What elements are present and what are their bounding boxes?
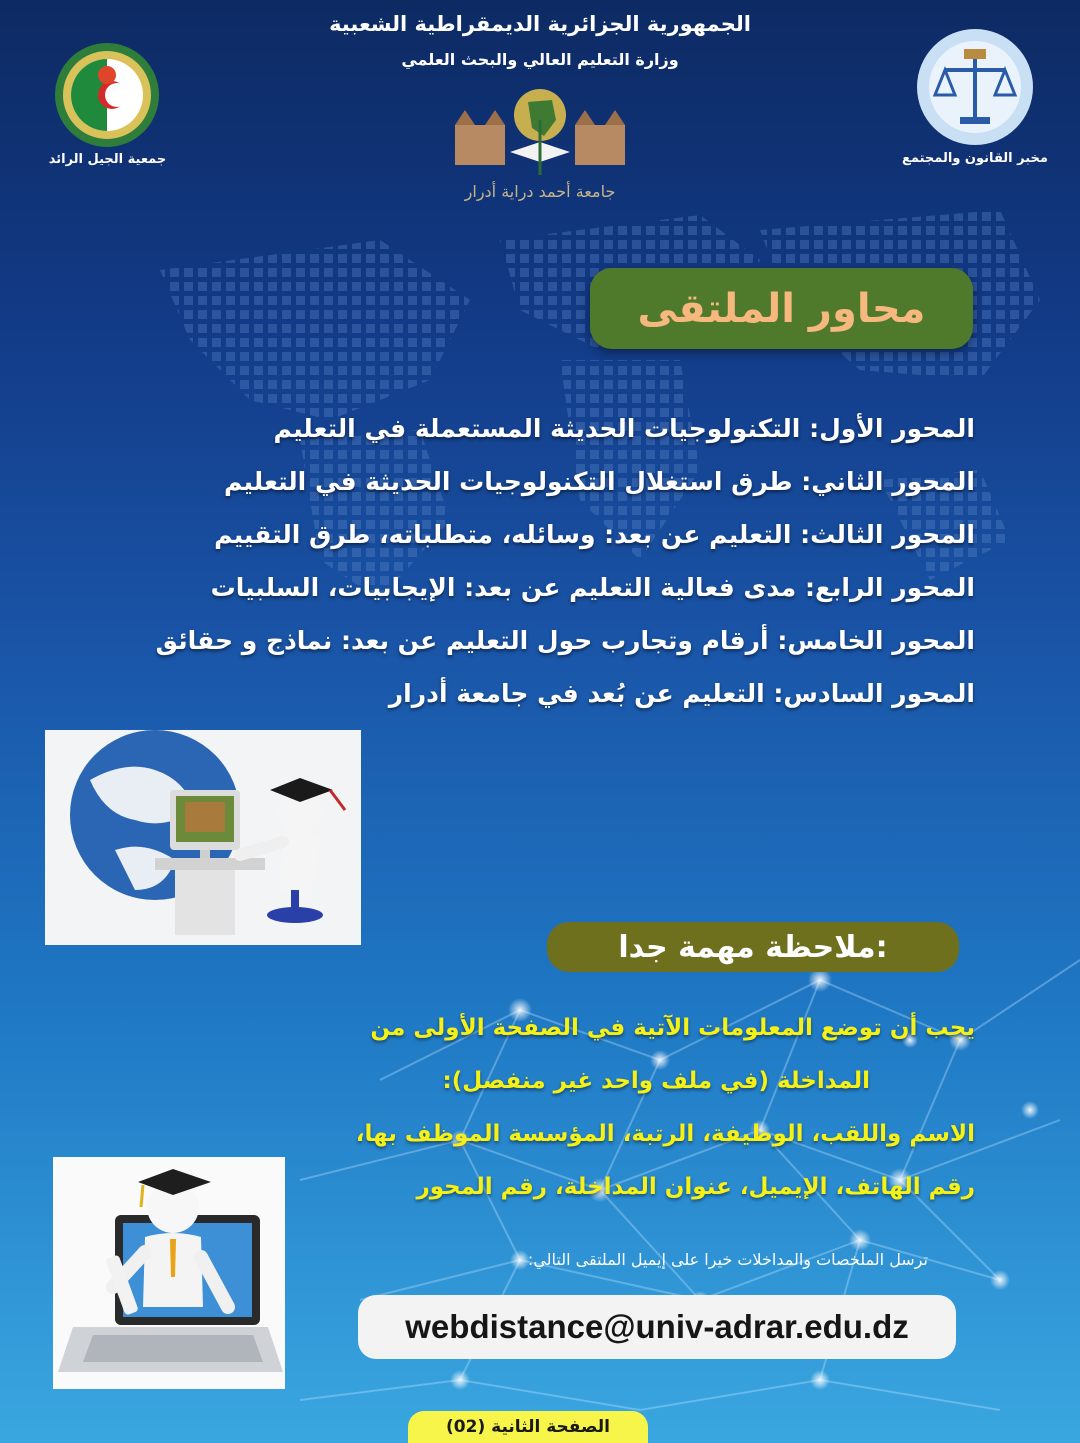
- note-line-2: المداخلة (في ملف واحد غير منفصل):: [442, 1068, 870, 1094]
- university-logo-label: جامعة أحمد دراية أدرار: [464, 182, 616, 201]
- association-logo: [40, 40, 175, 190]
- association-emblem-icon: [40, 40, 175, 150]
- note-line-3: الاسم واللقب، الوظيفة، الرتبة، المؤسسة الموظف بها،: [355, 1121, 975, 1147]
- page-number-label: [408, 1411, 648, 1443]
- lab-logo-label: مخبر القانون والمجتمع: [902, 151, 1048, 166]
- contact-email-box[interactable]: [358, 1295, 956, 1359]
- axis-item-3: المحور الثالث: التعليم عن بعد: وسائله، متطلباته، طرق التقييم: [214, 520, 975, 549]
- justice-scale-icon: [900, 25, 1050, 150]
- note-line-4: رقم الهاتف، الإيميل، عنوان المداخلة، رقم المحور: [416, 1174, 975, 1200]
- note-line-1: يجب أن توضع المعلومات الآتية في الصفحة الأولى من: [370, 1015, 975, 1041]
- association-logo-label: جمعية الجيل الرائد: [48, 152, 167, 167]
- graduate-laptop-illustration: [53, 1157, 285, 1389]
- lab-logo: [900, 25, 1050, 185]
- send-instructions: ترسل الملخصات والمداخلات خيرا على إيميل الملتقى التالي:: [527, 1250, 928, 1269]
- page-number-text: الصفحة الثانية (02): [446, 1417, 610, 1437]
- axis-item-1: المحور الأول: التكنولوجيات الحديثة المستعملة في التعليم: [273, 414, 975, 443]
- axis-item-5: المحور الخامس: أرقام وتجارب حول التعليم عن بعد: نماذج و حقائق: [155, 626, 975, 655]
- republic-heading: الجمهورية الجزائرية الديمقراطية الشعبية: [329, 12, 751, 36]
- note-lines: [270, 1002, 975, 1214]
- axes-list: [80, 402, 975, 720]
- important-note-badge: [547, 922, 959, 972]
- elearning-globe-illustration: [45, 730, 361, 945]
- contact-email[interactable]: webdistance@univ-adrar.edu.dz: [405, 1308, 909, 1345]
- axis-item-6: المحور السادس: التعليم عن بُعد في جامعة أدرار: [388, 679, 975, 708]
- axis-item-2: المحور الثاني: طرق استغلال التكنولوجيات الحديثة في التعليم: [223, 467, 975, 496]
- axes-title-badge: [590, 268, 973, 349]
- axis-item-4: المحور الرابع: مدى فعالية التعليم عن بعد: الإيجابيات، السلبيات: [210, 573, 975, 602]
- university-emblem-icon: [440, 80, 640, 180]
- ministry-heading: وزارة التعليم العالي والبحث العلمي: [401, 50, 679, 69]
- university-logo: [440, 80, 640, 215]
- important-note-title: ملاحظة مهمة جدا:: [618, 929, 888, 965]
- axes-title: محاور الملتقى: [637, 285, 926, 332]
